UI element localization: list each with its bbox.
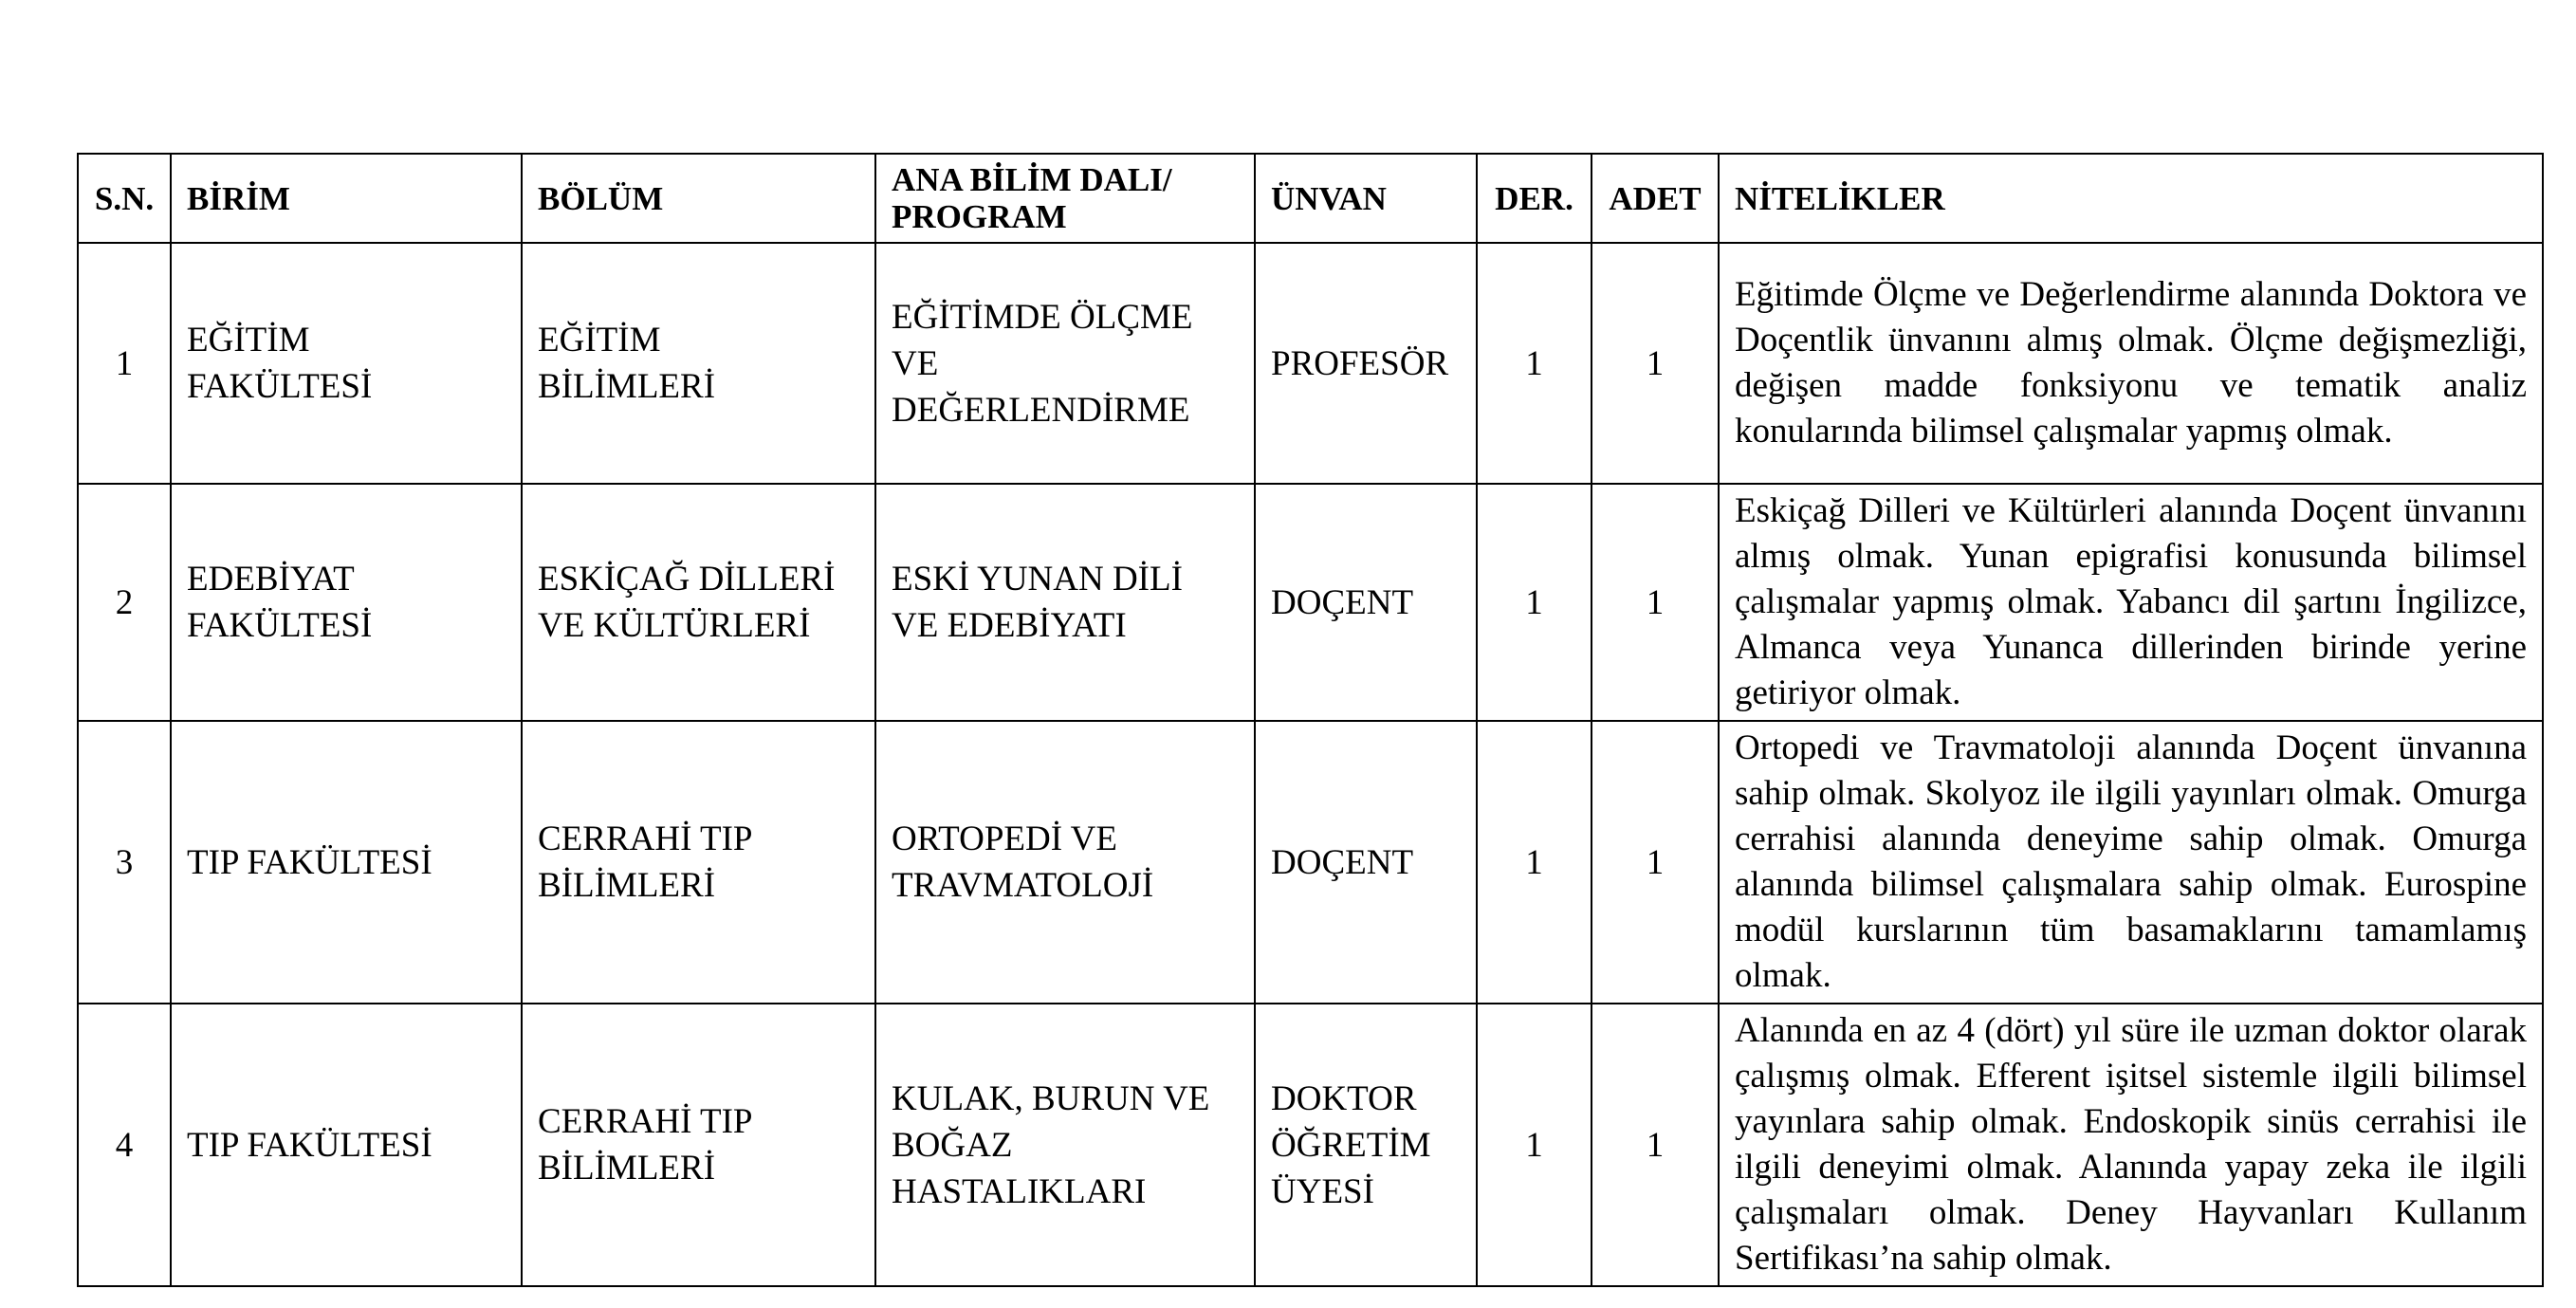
cell-sn: 2 xyxy=(78,484,171,721)
cell-birim xyxy=(171,484,522,721)
cell-adet: 1 xyxy=(1592,484,1719,721)
cell-bolum-text: ESKİÇAĞ DİLLERİ VE KÜLTÜRLERİ xyxy=(538,560,836,645)
cell-sn: 3 xyxy=(78,721,171,1004)
cell-bolum xyxy=(522,484,875,721)
header-birim: BİRİM xyxy=(171,154,522,243)
cell-unvan xyxy=(1255,484,1477,721)
header-nitelikler: NİTELİKLER xyxy=(1719,154,2543,243)
table-row xyxy=(78,721,2543,1004)
header-ana-bilim-dali xyxy=(875,154,1255,243)
cell-ana-bilim-dali-text: ORTOPEDİ VE TRAVMATOLOJİ xyxy=(892,820,1154,905)
header-adet: ADET xyxy=(1592,154,1719,243)
cell-adet: 1 xyxy=(1592,243,1719,484)
cell-unvan xyxy=(1255,243,1477,484)
cell-nitelikler: Eskiçağ Dilleri ve Kültürleri alanında Doçent ünvanını almış olmak. Yunan epigrafisi konusunda bilimsel çalışmalar yapmış olmak. Yabancı dil şartını İngilizce, Almanca veya Yunanca dillerinden birinde yerine getiriyor olmak. xyxy=(1719,484,2543,721)
cell-sn: 1 xyxy=(78,243,171,484)
header-unvan: ÜNVAN xyxy=(1255,154,1477,243)
cell-der: 1 xyxy=(1477,243,1592,484)
cell-ana-bilim-dali-text: EĞİTİMDE ÖLÇME VE DEĞERLENDİRME xyxy=(892,297,1193,430)
cell-nitelikler: Eğitimde Ölçme ve Değerlendirme alanında Doktora ve Doçentlik ünvanını almış olmak. Ölçme değişmezliği, değişen madde fonksiyonu ve tematik analiz konularında bilimsel çalışmalar yapmış olmak. xyxy=(1719,243,2543,484)
cell-birim-text: TIP FAKÜLTESİ xyxy=(187,842,432,882)
cell-ana-bilim-dali xyxy=(875,721,1255,1004)
header-der: DER. xyxy=(1477,154,1592,243)
cell-bolum xyxy=(522,243,875,484)
cell-unvan-text: DOÇENT xyxy=(1271,842,1414,882)
cell-unvan-text: PROFESÖR xyxy=(1271,343,1449,383)
cell-sn: 4 xyxy=(78,1004,171,1286)
cell-nitelikler: Alanında en az 4 (dört) yıl süre ile uzman doktor olarak çalışmış olmak. Efferent işitsel sistemle ilgili bilimsel yayınlara sahip olmak. Endoskopik sinüs cerrahisi ile ilgili deneyimi olmak. Alanında yapay zeka ile ilgili çalışmaları olmak. Deney Hayvanları Kullanım Sertifikası’na sahip olmak. xyxy=(1719,1004,2543,1286)
cell-unvan xyxy=(1255,1004,1477,1286)
cell-unvan xyxy=(1255,721,1477,1004)
cell-adet: 1 xyxy=(1592,721,1719,1004)
cell-bolum xyxy=(522,1004,875,1286)
cell-ana-bilim-dali xyxy=(875,243,1255,484)
cell-birim xyxy=(171,721,522,1004)
positions-table xyxy=(77,153,2544,1287)
cell-birim-text: EDEBİYAT FAKÜLTESİ xyxy=(187,560,373,645)
cell-ana-bilim-dali-text: ESKİ YUNAN DİLİ VE EDEBİYATI xyxy=(892,560,1183,645)
cell-ana-bilim-dali xyxy=(875,484,1255,721)
header-bolum: BÖLÜM xyxy=(522,154,875,243)
cell-adet: 1 xyxy=(1592,1004,1719,1286)
header-sn: S.N. xyxy=(78,154,171,243)
cell-birim-text: TIP FAKÜLTESİ xyxy=(187,1125,432,1165)
cell-ana-bilim-dali xyxy=(875,1004,1255,1286)
header-row xyxy=(78,154,2543,243)
cell-nitelikler: Ortopedi ve Travmatoloji alanında Doçent ünvanına sahip olmak. Skolyoz ile ilgili yayınları olmak. Omurga cerrahisi alanında deneyime sahip olmak. Omurga alanında bilimsel çalışmalara sahip olmak. Eurospine modül kurslarının tüm basamaklarını tamamlamış olmak. xyxy=(1719,721,2543,1004)
cell-birim xyxy=(171,1004,522,1286)
cell-unvan-text: DOKTOR ÖĞRETİM ÜYESİ xyxy=(1271,1078,1431,1211)
cell-bolum xyxy=(522,721,875,1004)
cell-der: 1 xyxy=(1477,721,1592,1004)
cell-bolum-text: CERRAHİ TIP BİLİMLERİ xyxy=(538,1102,753,1188)
cell-unvan-text: DOÇENT xyxy=(1271,582,1414,622)
cell-bolum-text: EĞİTİM BİLİMLERİ xyxy=(538,321,716,406)
header-ana-bilim-dali-text: ANA BİLİM DALI/ PROGRAM xyxy=(892,161,1172,235)
cell-birim-text: EĞİTİM FAKÜLTESİ xyxy=(187,321,373,406)
table-row xyxy=(78,243,2543,484)
table-row xyxy=(78,1004,2543,1286)
cell-der: 1 xyxy=(1477,484,1592,721)
cell-ana-bilim-dali-text: KULAK, BURUN VE BOĞAZ HASTALIKLARI xyxy=(892,1078,1210,1211)
cell-der: 1 xyxy=(1477,1004,1592,1286)
cell-birim xyxy=(171,243,522,484)
table-row xyxy=(78,484,2543,721)
cell-bolum-text: CERRAHİ TIP BİLİMLERİ xyxy=(538,820,753,905)
